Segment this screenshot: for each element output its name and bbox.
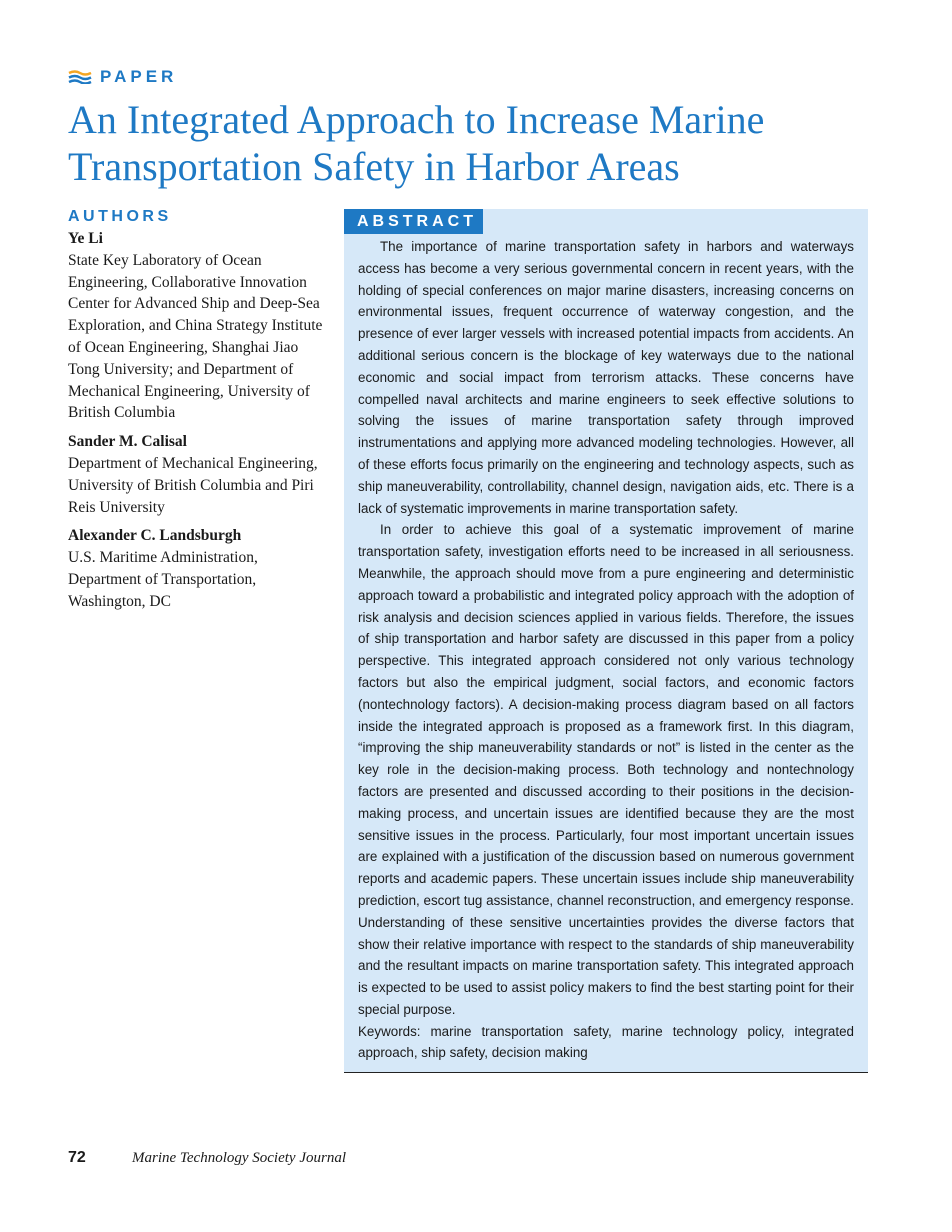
- waves-logo-icon: [68, 70, 92, 84]
- abstract-paragraph-1: The importance of marine transportation safety in harbors and waterways access has become a very serious governmental concern in recent years, with the holding of special conferences on major marine disasters, increasing concerns on environmental issues, frequent occurrence of waterway congestion, and the presence of ever larger vessels with increased potential impacts from accidents. An additional serious concern is the blockage of key waterways due to the national economic and social impact from terrorism attacks. These concerns have compelled naval architects and marine engineers to seek effective solutions to solving the issues of marine transportation safety through improved instrumentations and applying more advanced modeling technologies. However, all of these efforts focus primarily on the engineering and technology aspects, such as ship maneuverability, controllability, channel design, navigation aids, etc. There is a lack of systematic improvements in marine transportation safety.: [358, 239, 854, 516]
- paper-title: [68, 96, 888, 190]
- section-label: PAPER: [100, 67, 178, 86]
- author-affiliation: U.S. Maritime Administration, Department of Transportation, Washington, DC: [68, 549, 258, 610]
- author-affiliation: Department of Mechanical Engineering, University of British Columbia and Piri Reis University: [68, 454, 318, 516]
- title-line-2: Transportation Safety in Harbor Areas: [68, 144, 680, 189]
- author-entry: [68, 228, 333, 424]
- author-name: Sander M. Calisal: [68, 433, 187, 451]
- author-name: Ye Li: [68, 230, 103, 247]
- abstract-body: [358, 236, 854, 1064]
- page-footer: [68, 1146, 346, 1170]
- author-affiliation: State Key Laboratory of Ocean Engineering, Collaborative Innovation Center for Advanced Ship and Deep-Sea Exploration, and China Strategy Institute of Ocean Engineering, Shanghai Jiao Tong University; and Department of Mechanical Engineering, University of British Columbia: [68, 251, 323, 422]
- authors-heading: AUTHORS: [68, 208, 172, 225]
- section-tag: [68, 66, 177, 88]
- authors-column: [68, 206, 333, 620]
- author-entry: [68, 525, 333, 612]
- abstract-heading: ABSTRACT: [344, 209, 483, 234]
- page-number: 72: [68, 1149, 86, 1166]
- abstract-paragraph-2: In order to achieve this goal of a systematic improvement of marine transportation safety, investigation efforts need to be increased in all seriousness. Meanwhile, the approach should move from a pure engineering and deterministic approach toward a probabilistic and integrated policy approach with the adoption of risk analysis and decision sciences applied in various fields. Therefore, the issues of ship transportation and harbor safety are discussed in this paper from a policy perspective. This integrated approach considered not only various technology factors but also the empirical judgment, social factors, and economic factors (nontechnology factors). A decision-making process diagram based on all factors inside the integrated approach is proposed as a framework first. In this diagram, “improving the ship maneuverability standards or not” is listed in the center as the key role in the decision-making process. Both technology and nontechnology factors are presented and discussed according to their positions in the decision-making process, and uncertain issues are identified because they are the most sensitive issues in the process. Particularly, four most important uncertain issues are explained with a justification of the discussion based on numerous government reports and academic papers. These uncertain issues include ship maneuverability prediction, escort tug assistance, channel reconstruction, and emergency response. Understanding of these sensitive uncertainties provides the diverse factors that show their relative importance with respect to the standards of ship maneuverability and the resultant impacts on marine transportation safety. This integrated approach is expected to be used to assist policy makers to find the best starting point for their special purpose.: [358, 522, 854, 1017]
- title-line-1: An Integrated Approach to Increase Marine: [68, 97, 765, 142]
- journal-name: Marine Technology Society Journal: [132, 1149, 346, 1166]
- abstract-keywords: Keywords: marine transportation safety, marine technology policy, integrated approach, ship safety, decision making: [358, 1023, 854, 1061]
- abstract-box: [344, 209, 868, 1073]
- author-name: Alexander C. Landsburgh: [68, 527, 242, 545]
- author-entry: [68, 431, 333, 518]
